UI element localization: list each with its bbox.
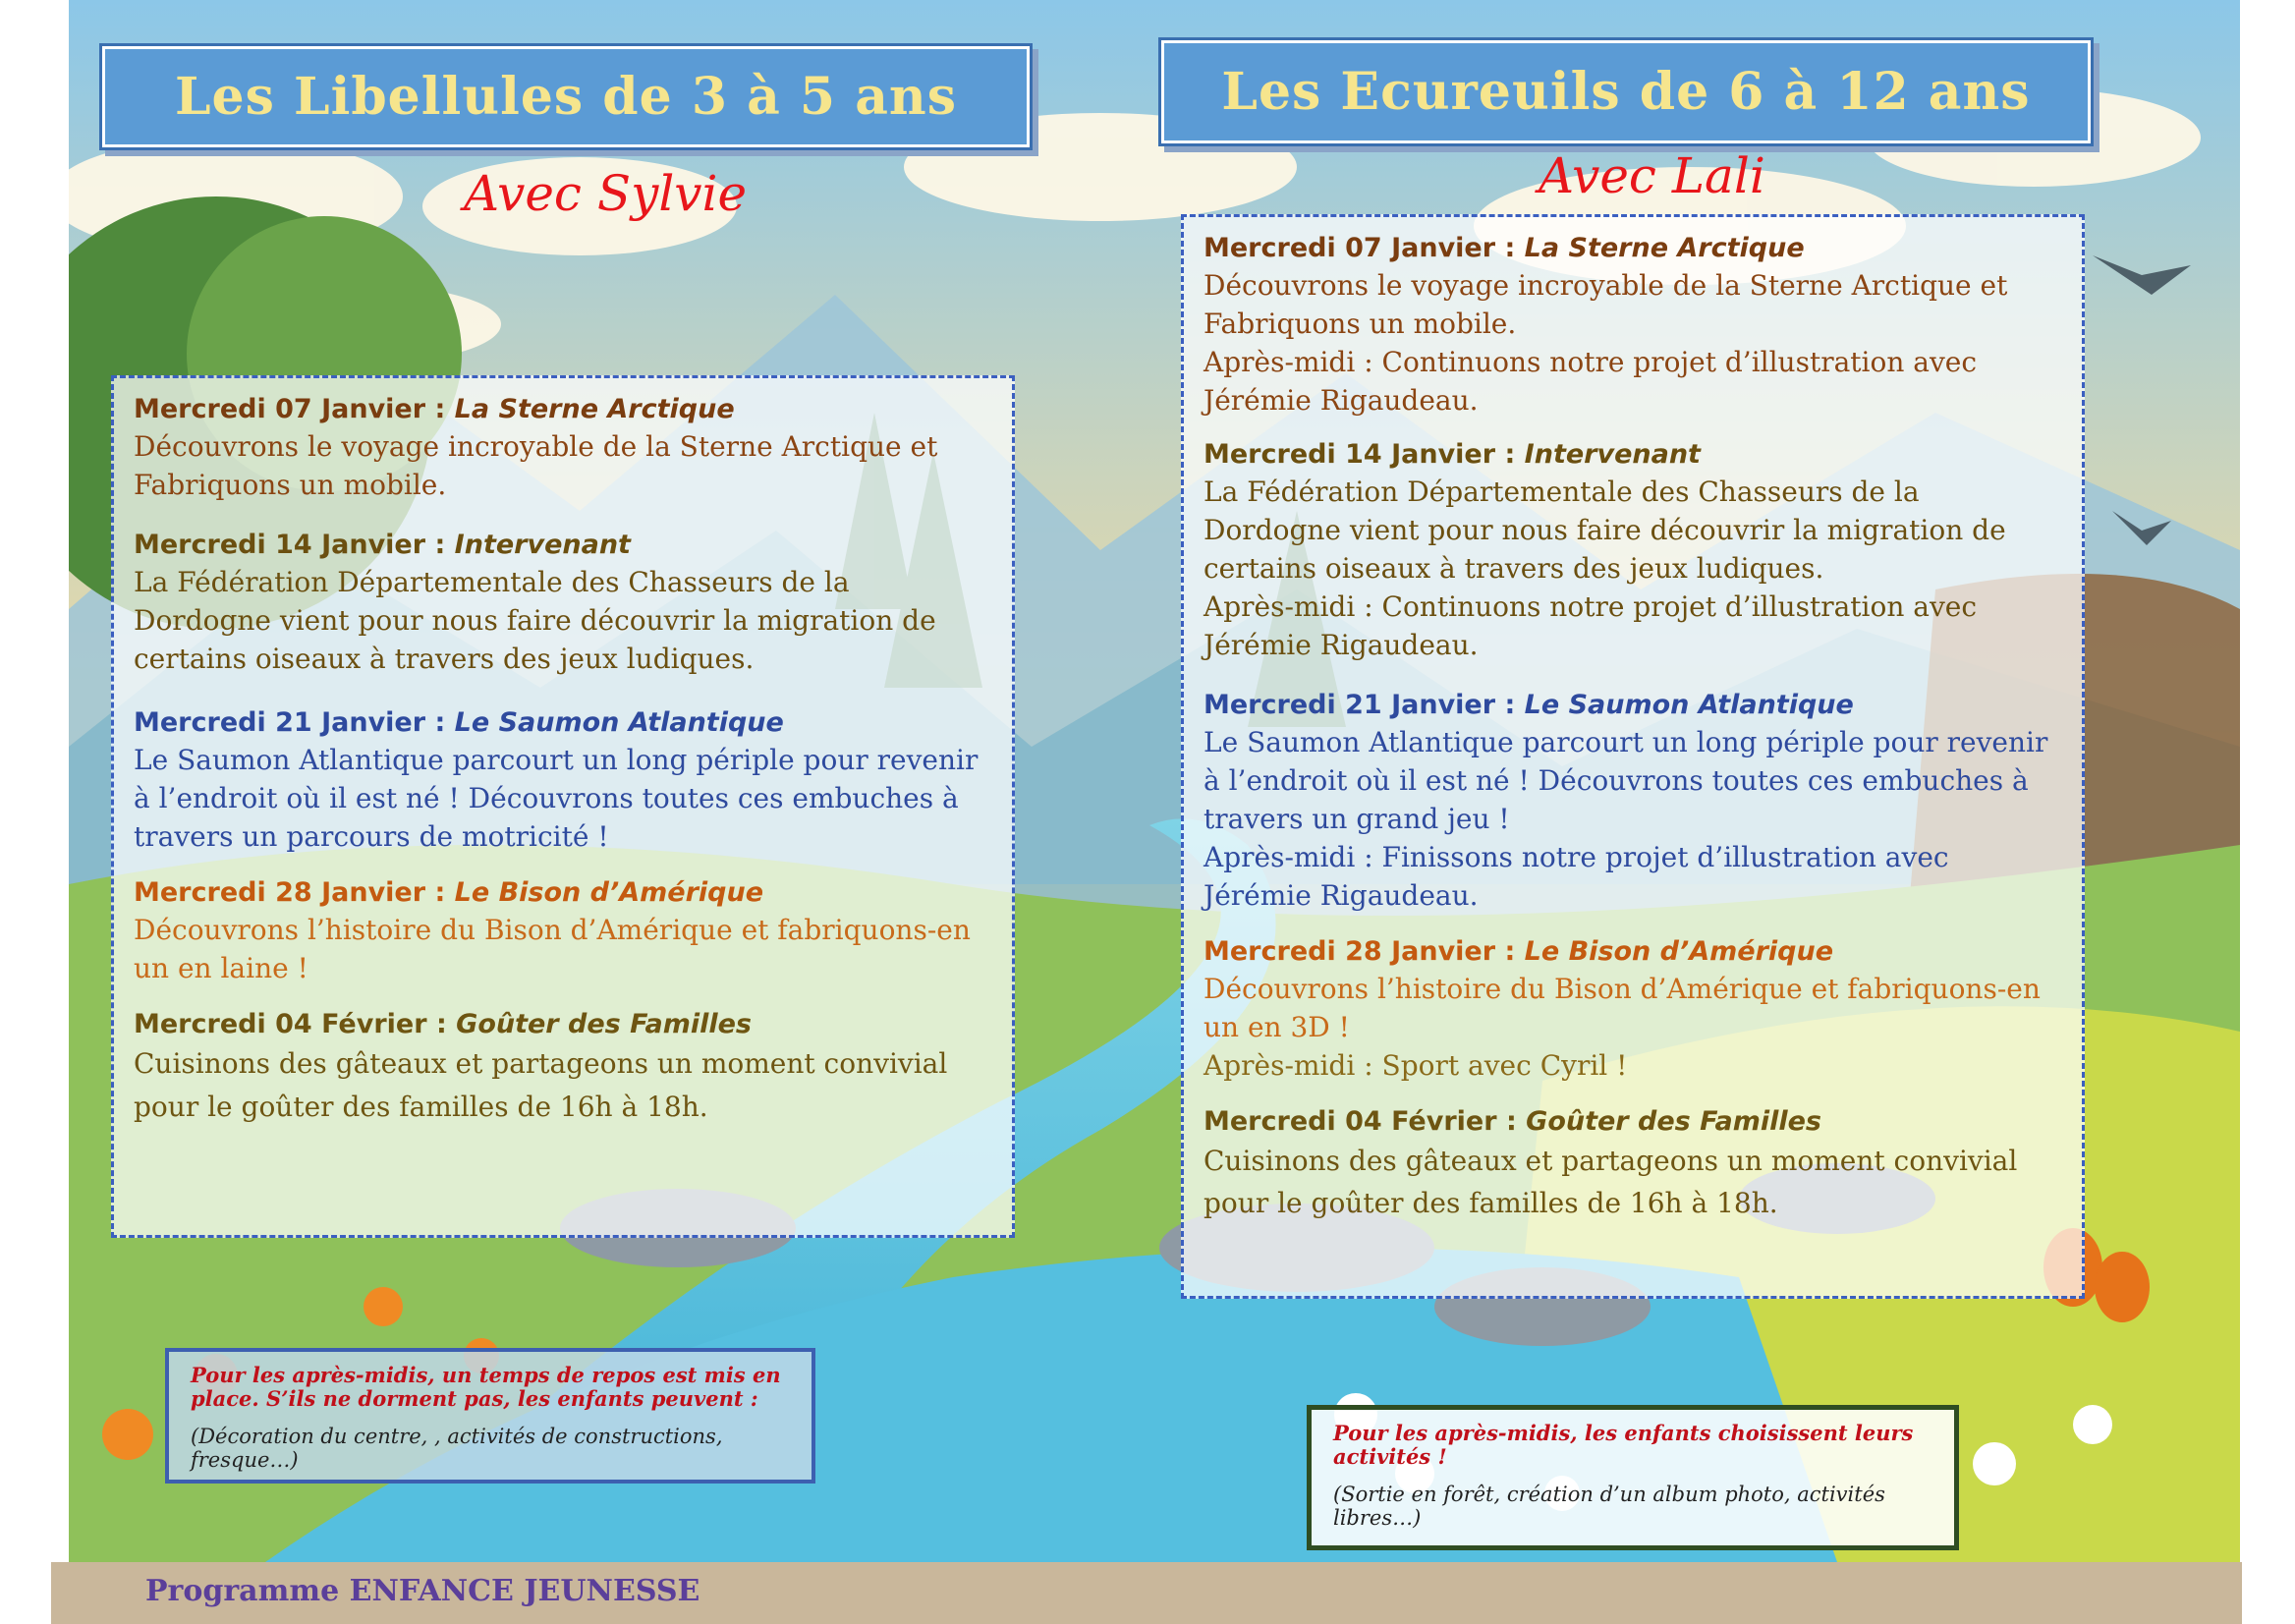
entry-desc: Cuisinons des gâteaux et partageons un moment convivial pour le goûter des familles de 16h à 18h. — [1203, 1145, 2018, 1219]
entry-desc: Le Saumon Atlantique parcourt un long périple pour revenir à l’endroit où il est né ! Découvrons toutes ces embuches à travers un parcours de motricité ! — [134, 744, 979, 853]
left-title: Les Libellules de 3 à 5 ans — [174, 67, 957, 127]
entry-desc: La Fédération Départementale des Chasseurs de la Dordogne vient pour nous faire découvrir la migration de certains oiseaux à travers des jeux ludiques. — [134, 566, 936, 675]
entry-topic: La Sterne Arctique — [1524, 233, 1805, 263]
entry-date: Mercredi 28 Janvier — [1203, 936, 1496, 967]
right-animator: Avec Lali — [1539, 147, 1765, 204]
entry-afternoon: Après-midi : Continuons notre projet d’illustration avec Jérémie Rigaudeau. — [1203, 346, 1978, 417]
entry-afternoon: Après-midi : Continuons notre projet d’illustration avec Jérémie Rigaudeau. — [1203, 590, 1978, 661]
right-entry-2: Mercredi 14 Janvier : Intervenant La Fédération Départementale des Chasseurs de la Dordogne vient pour nous faire découvrir la migration de certains oiseaux à travers des jeux ludiques. Après-midi : Continuons notre projet d’illustration avec Jérémie Rigaudeau. — [1203, 437, 2062, 664]
left-entry-4: Mercredi 28 Janvier : Le Bison d’Amérique Découvrons l’histoire du Bison d’Amérique et fabriquons-en un en laine ! — [134, 875, 992, 987]
entry-topic: Goûter des Familles — [1526, 1106, 1821, 1137]
left-entry-1: Mercredi 07 Janvier : La Sterne Arctique Découvrons le voyage incroyable de la Sterne Arctique et Fabriquons un mobile. — [134, 392, 992, 504]
right-title-box — [1161, 40, 2091, 143]
entry-date: Mercredi 21 Janvier — [1203, 690, 1496, 720]
left-title-box — [102, 46, 1030, 147]
entry-desc: La Fédération Départementale des Chasseurs de la Dordogne vient pour nous faire découvrir la migration de certains oiseaux à travers des jeux ludiques. — [1203, 476, 2006, 585]
right-entry-5: Mercredi 04 Février : Goûter des Familles Cuisinons des gâteaux et partageons un moment convivial pour le goûter des familles de 16h à 18h. — [1203, 1104, 2062, 1224]
entry-desc: Le Saumon Atlantique parcourt un long périple pour revenir à l’endroit où il est né ! Découvrons toutes ces embuches à travers un grand jeu ! — [1203, 726, 2048, 835]
right-program-panel — [1181, 214, 2085, 1299]
footer-text: Programme ENFANCE JEUNESSE — [145, 1574, 700, 1608]
entry-date: Mercredi 14 Janvier — [1203, 439, 1496, 470]
right-title: Les Ecureuils de 6 à 12 ans — [1221, 62, 2031, 122]
note-title: Pour les après-midis, un temps de repos est mis en place. S’ils ne dorment pas, les enfants peuvent : — [191, 1363, 781, 1411]
entry-topic: Goûter des Familles — [456, 1009, 752, 1039]
entry-afternoon: Après-midi : Sport avec Cyril ! — [1203, 1049, 1628, 1082]
left-entry-5: Mercredi 04 Février : Goûter des Familles Cuisinons des gâteaux et partageons un moment convivial pour le goûter des familles de 16h à 18h. — [134, 1007, 992, 1129]
entry-topic: Intervenant — [454, 530, 631, 560]
right-entry-4: Mercredi 28 Janvier : Le Bison d’Amérique Découvrons l’histoire du Bison d’Amérique et fabriquons-en un en 3D ! Après-midi : Sport avec Cyril ! — [1203, 934, 2062, 1085]
left-entry-3: Mercredi 21 Janvier : Le Saumon Atlantique Le Saumon Atlantique parcourt un long périple pour revenir à l’endroit où il est né ! Découvrons toutes ces embuches à travers un parcours de motricité ! — [134, 705, 992, 856]
entry-topic: La Sterne Arctique — [454, 394, 735, 424]
entry-date: Mercredi 14 Janvier — [134, 530, 426, 560]
entry-afternoon: Après-midi : Finissons notre projet d’illustration avec Jérémie Rigaudeau. — [1203, 841, 1949, 912]
entry-topic: Le Bison d’Amérique — [454, 877, 764, 908]
right-entry-1: Mercredi 07 Janvier : La Sterne Arctique Découvrons le voyage incroyable de la Sterne Arctique et Fabriquons un mobile. Après-midi : Continuons notre projet d’illustration avec Jérémie Rigaudeau. — [1203, 231, 2062, 420]
entry-desc: Découvrons l’histoire du Bison d’Amérique et fabriquons-en un en 3D ! — [1203, 973, 2041, 1043]
entry-topic: Le Saumon Atlantique — [454, 707, 784, 738]
entry-date: Mercredi 04 Février — [1203, 1106, 1497, 1137]
right-afternoon-note — [1307, 1405, 1959, 1550]
left-program-panel — [111, 375, 1015, 1238]
entry-desc: Découvrons l’histoire du Bison d’Amérique et fabriquons-en un en laine ! — [134, 914, 971, 984]
note-body: (Sortie en forêt, création d’un album photo, activités libres…) — [1333, 1483, 1885, 1530]
entry-topic: Le Saumon Atlantique — [1524, 690, 1854, 720]
right-entry-3: Mercredi 21 Janvier : Le Saumon Atlantique Le Saumon Atlantique parcourt un long périple pour revenir à l’endroit où il est né ! Découvrons toutes ces embuches à travers un grand jeu ! Après-midi : Finissons notre projet d’illustration avec Jérémie Rigaudeau. — [1203, 688, 2062, 915]
entry-topic: Intervenant — [1524, 439, 1701, 470]
entry-desc: Cuisinons des gâteaux et partageons un moment convivial pour le goûter des familles de 16h à 18h. — [134, 1047, 948, 1123]
entry-date: Mercredi 04 Février — [134, 1009, 427, 1039]
left-animator: Avec Sylvie — [464, 165, 748, 222]
entry-date: Mercredi 07 Janvier — [134, 394, 426, 424]
entry-desc: Découvrons le voyage incroyable de la Sterne Arctique et Fabriquons un mobile. — [1203, 269, 2008, 340]
note-title: Pour les après-midis, les enfants choisissent leurs activités ! — [1333, 1421, 1914, 1469]
left-afternoon-note — [165, 1348, 815, 1484]
entry-date: Mercredi 07 Janvier — [1203, 233, 1496, 263]
entry-date: Mercredi 28 Janvier — [134, 877, 426, 908]
left-entry-2: Mercredi 14 Janvier : Intervenant La Fédération Départementale des Chasseurs de la Dordogne vient pour nous faire découvrir la migration de certains oiseaux à travers des jeux ludiques. — [134, 528, 992, 678]
entry-desc: Découvrons le voyage incroyable de la Sterne Arctique et Fabriquons un mobile. — [134, 430, 938, 501]
note-body: (Décoration du centre, , activités de constructions, fresque…) — [191, 1425, 723, 1472]
footer-bar — [51, 1562, 2242, 1624]
entry-topic: Le Bison d’Amérique — [1524, 936, 1834, 967]
entry-date: Mercredi 21 Janvier — [134, 707, 426, 738]
